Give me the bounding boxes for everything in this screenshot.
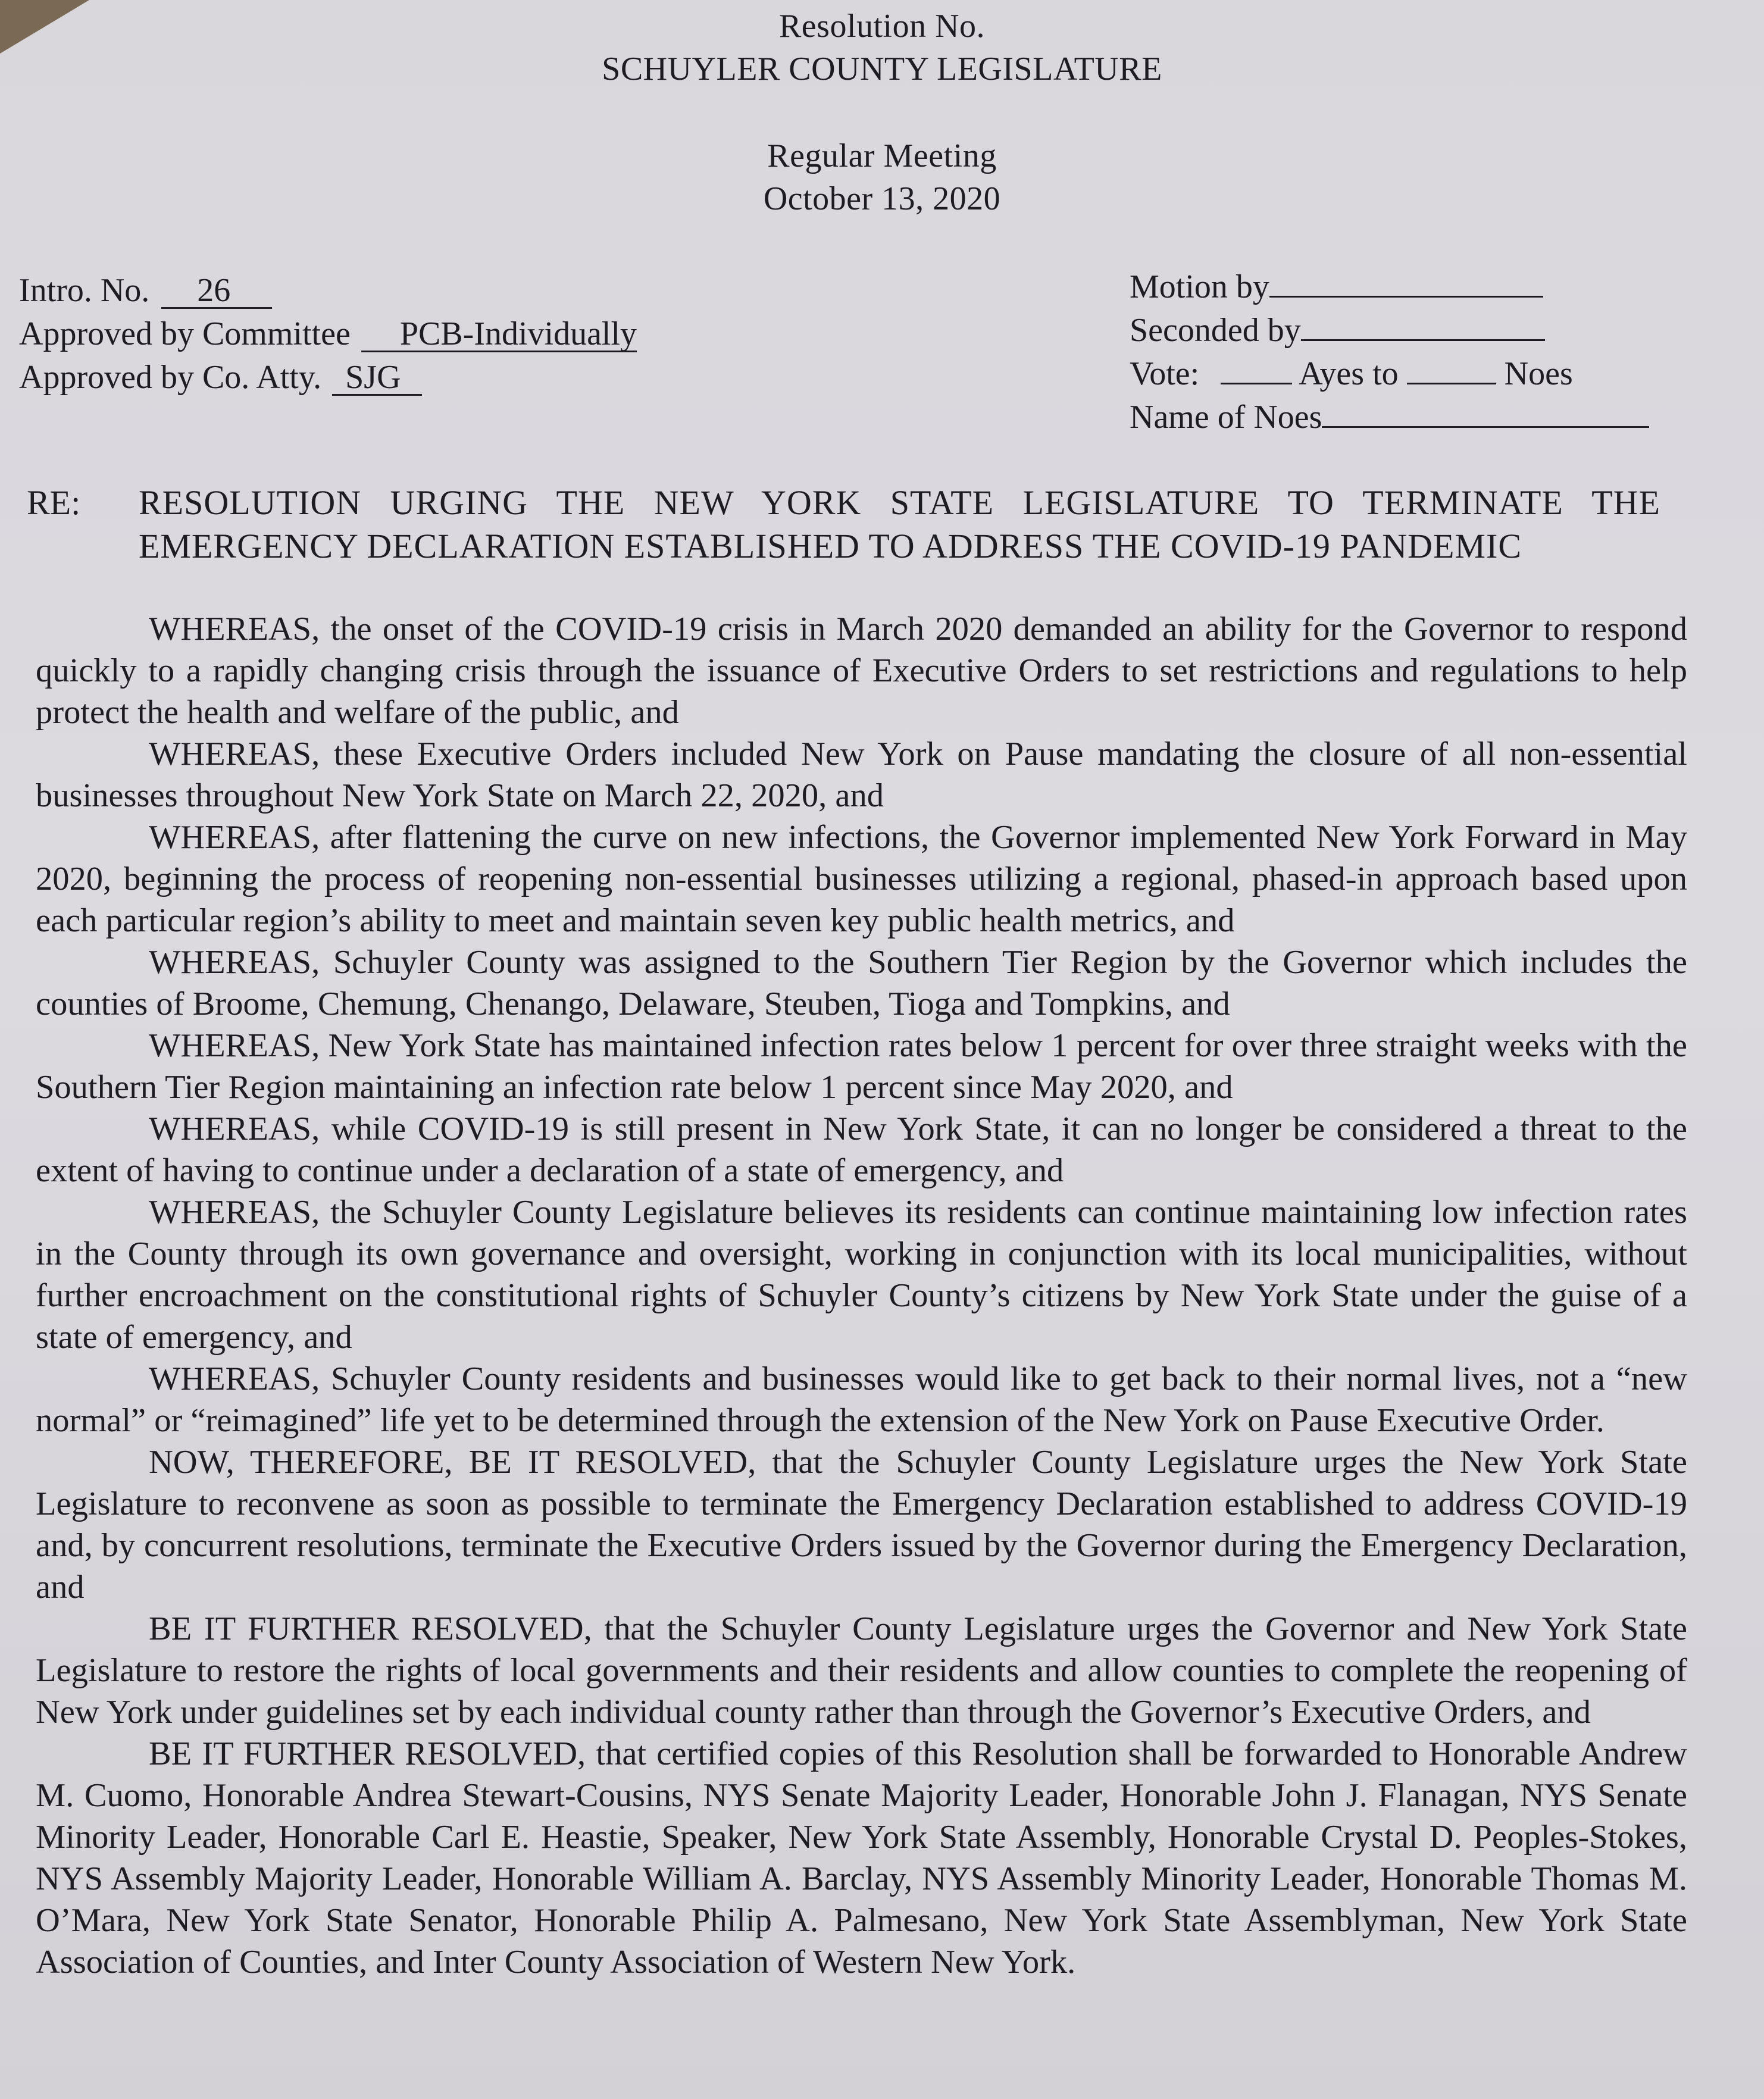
legislature-title: SCHUYLER COUNTY LEGISLATURE: [602, 51, 1162, 87]
atty-label: Approved by Co. Atty.: [19, 359, 322, 396]
further-resolved-paragraph-2: BE IT FURTHER RESOLVED, that certified copies of this Resolution shall be forwarded to Honorable Andrew M. Cuomo, Honorable Andrea Stewart-Cousins, NYS Senate Majority Leader, Honorable John J. Flanagan, NYS Senate Minority Leader, Honorable Carl E. Heastie, Speaker, New York State Assembly, Honorable Crystal D. Peoples-Stokes, NYS Assembly Majority Leader, Honorable William A. Barclay, NYS Assembly Minority Leader, Honorable Thomas M. O’Mara, New York State Senator, Honorable Philip A. Palmesano, New York State Assemblyman, New York State Association of Counties, and Inter County Association of Western New York.: [36, 1735, 1687, 1981]
seconded-row: [1130, 309, 1649, 352]
committee-row: [19, 312, 637, 356]
noes-names-row: [1130, 396, 1649, 439]
intro-label: Intro. No.: [19, 272, 150, 309]
resolution-number: Resolution No.: [778, 8, 986, 45]
further-resolved-paragraph-1: BE IT FURTHER RESOLVED, that the Schuyler County Legislature urges the Governor and New York State Legislature to restore the rights of local governments and their residents and allow counties to complete the reopening of New York under guidelines set by each individual county rather than through the Governor’s Executive Orders, and: [36, 1610, 1687, 1731]
noes-names-label: Name of Noes: [1130, 399, 1322, 436]
whereas-paragraph-5: WHEREAS, New York State has maintained infection rates below 1 percent for over three straight weeks with the Southern Tier Region maintaining an infection rate below 1 percent since May 2020, and: [36, 1027, 1687, 1106]
vote-fields: [1130, 265, 1649, 439]
motion-blank[interactable]: [1269, 266, 1543, 298]
whereas-paragraph-7: WHEREAS, the Schuyler County Legislature believes its residents can continue maintaining low infection rates in the County through its own governance and oversight, working in conjunction with its local municipalities, without further encroachment on the constitutional rights of Schuyler County’s citizens by New York State under the guise of a state of emergency, and: [36, 1194, 1687, 1356]
intro-value: 26: [161, 274, 272, 309]
re-section: [27, 481, 1660, 568]
meeting-type: Regular Meeting: [767, 137, 997, 174]
intro-row: [19, 269, 637, 312]
vote-label: Vote:: [1130, 355, 1200, 392]
noes-names-blank[interactable]: [1322, 396, 1649, 428]
committee-label: Approved by Committee: [19, 315, 351, 352]
whereas-paragraph-6: WHEREAS, while COVID-19 is still present in New York State, it can no longer be considered a threat to the extent of having to continue under a declaration of a state of emergency, and: [36, 1111, 1687, 1189]
motion-label: Motion by: [1130, 268, 1269, 305]
whereas-paragraph-4: WHEREAS, Schuyler County was assigned to the Southern Tier Region by the Governor which includes the counties of Broome, Chemung, Chenango, Delaware, Steuben, Tioga and Tompkins, and: [36, 944, 1687, 1022]
ayes-label: Ayes to: [1299, 355, 1399, 392]
resolved-paragraph: NOW, THEREFORE, BE IT RESOLVED, that the Schuyler County Legislature urges the New York State Legislature to reconvene as soon as possible to terminate the Emergency Declaration established to address COVID-19 and, by concurrent resolutions, terminate the Executive Orders issued by the Governor during the Emergency Declaration, and: [36, 1444, 1687, 1606]
whereas-paragraph-8: WHEREAS, Schuyler County residents and businesses would like to get back to their normal lives, not a “new normal” or “reimagined” life yet to be determined through the extension of the New York on Pause Executive Order.: [36, 1360, 1687, 1439]
motion-row: [1130, 265, 1649, 309]
resolution-body: [36, 608, 1687, 1983]
seconded-label: Seconded by: [1130, 312, 1301, 349]
whereas-paragraph-1: WHEREAS, the onset of the COVID-19 crisis in March 2020 demanded an ability for the Governor to respond quickly to a rapidly changing crisis through the issuance of Executive Orders to set restrictions and regulations to help protect the health and welfare of the public, and: [36, 611, 1687, 731]
ayes-blank[interactable]: [1221, 353, 1292, 384]
committee-value: PCB-Individually: [361, 317, 637, 352]
meeting-date: October 13, 2020: [763, 180, 1001, 217]
atty-value: SJG: [332, 361, 421, 396]
whereas-paragraph-3: WHEREAS, after flattening the curve on new infections, the Governor implemented New York Forward in May 2020, beginning the process of reopening non-essential businesses utilizing a regional, phased-in approach based upon each particular region’s ability to meet and maintain seven key public health metrics, and: [36, 819, 1687, 939]
noes-blank[interactable]: [1407, 353, 1496, 384]
seconded-blank[interactable]: [1301, 309, 1545, 341]
whereas-paragraph-2: WHEREAS, these Executive Orders included New York on Pause mandating the closure of all non-essential businesses throughout New York State on March 22, 2020, and: [36, 736, 1687, 814]
re-label: RE:: [27, 483, 81, 522]
noes-label: Noes: [1504, 355, 1573, 392]
vote-row: [1130, 352, 1649, 396]
approval-fields: [19, 269, 637, 399]
atty-row: [19, 356, 637, 399]
re-text: RESOLUTION URGING THE NEW YORK STATE LEGISLATURE TO TERMINATE THE EMERGENCY DECLARATION ESTABLISHED TO ADDRESS THE COVID-19 PANDEMIC: [139, 483, 1660, 565]
